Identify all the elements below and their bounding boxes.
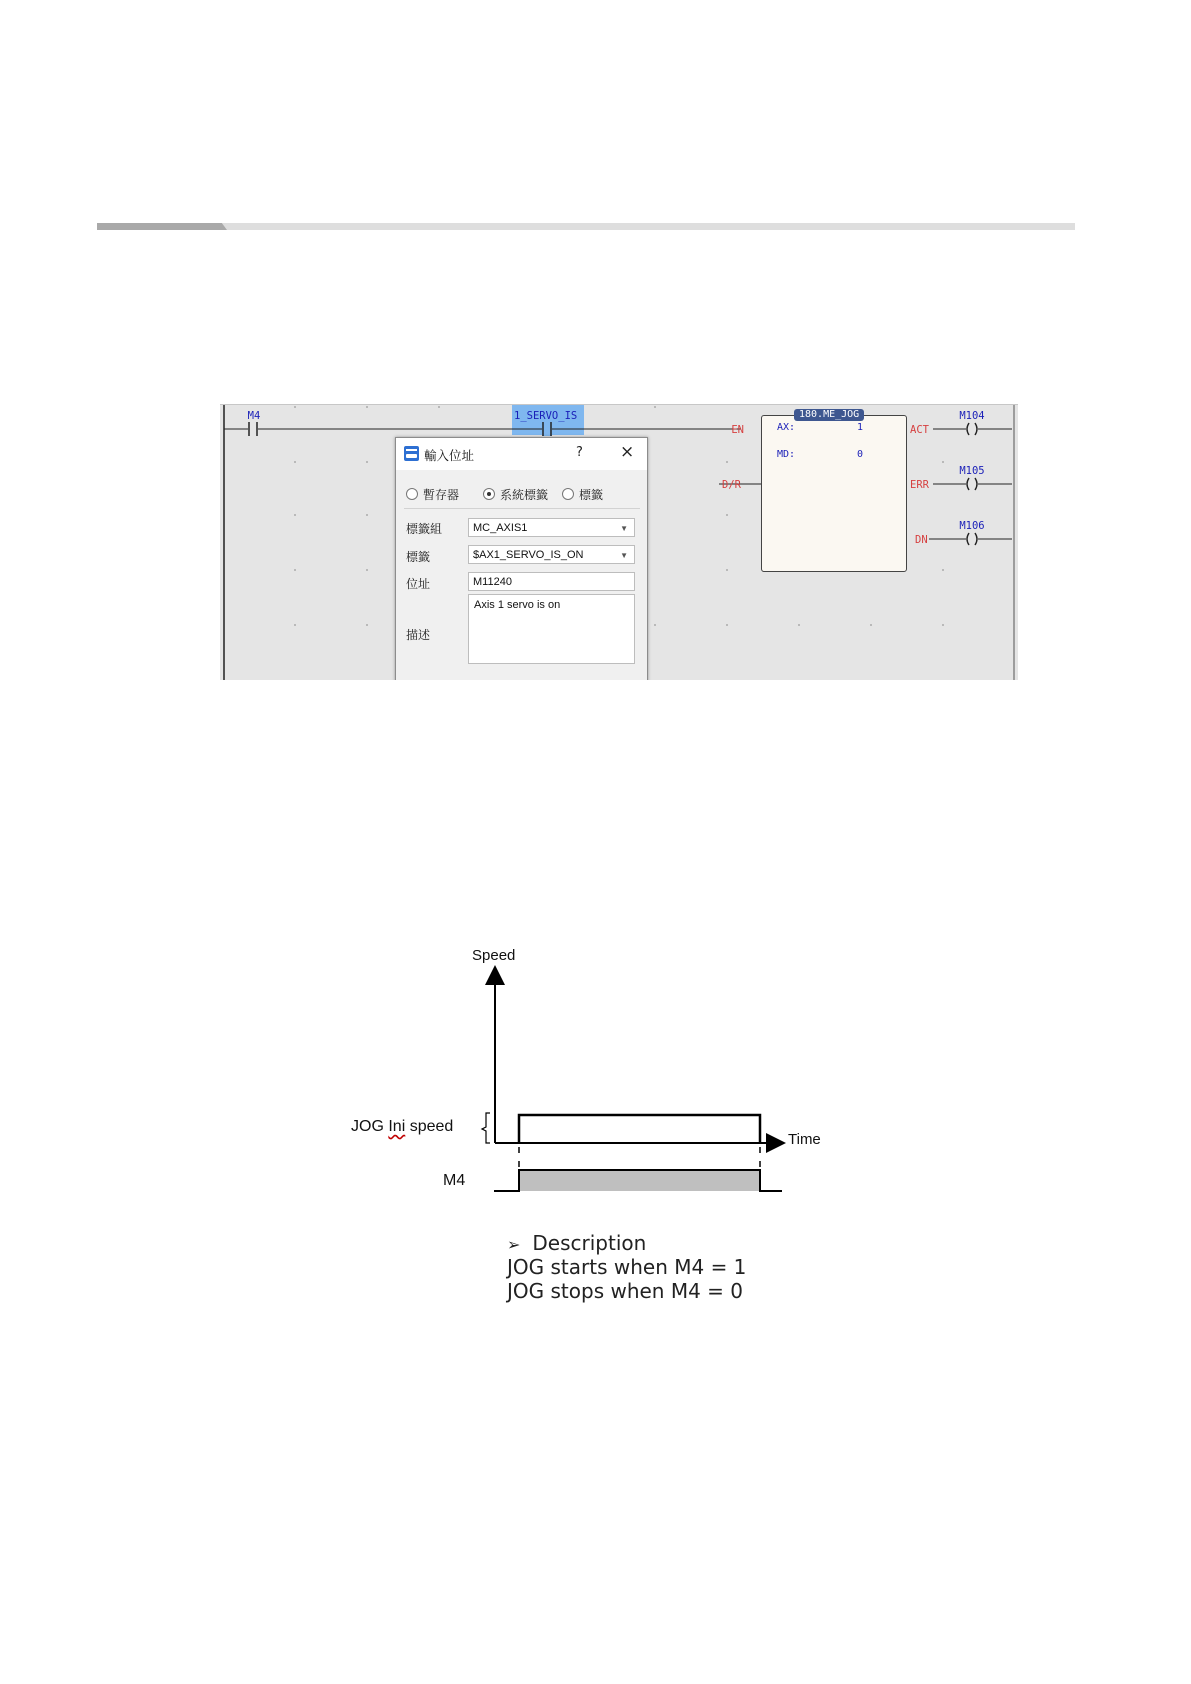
jog-ini-speed-ini: Ini bbox=[388, 1118, 406, 1135]
description-value: Axis 1 servo is on bbox=[474, 599, 561, 611]
chevron-down-icon: ▼ bbox=[620, 551, 628, 560]
description-line-start: JOG starts when M4 = 1 bbox=[507, 1255, 747, 1279]
address-value: M11240 bbox=[473, 576, 512, 588]
speed-profile bbox=[519, 1115, 760, 1143]
fb-output-err: ERR bbox=[910, 479, 929, 491]
jog-ini-speed-post: speed bbox=[405, 1118, 454, 1135]
radio-register-label: 暫存器 bbox=[423, 488, 460, 502]
fb-output-act: ACT bbox=[910, 424, 929, 436]
chevron-down-icon: ▼ bbox=[620, 524, 628, 533]
fb-param-md-key: MD: bbox=[777, 449, 796, 460]
fb-input-en: EN bbox=[731, 424, 744, 436]
fb-param-md-value: 0 bbox=[857, 449, 864, 460]
help-button[interactable]: ? bbox=[576, 445, 583, 460]
contact-m4-label: M4 bbox=[247, 410, 261, 422]
fb-input-dr: D/R bbox=[722, 479, 741, 491]
fb-param-ax-value: 1 bbox=[857, 422, 864, 433]
tag-value: $AX1_SERVO_IS_ON bbox=[473, 549, 584, 561]
jog-ini-speed-pre: JOG bbox=[351, 1118, 389, 1135]
coil-m106-label: M106 bbox=[959, 520, 985, 532]
address-label: 位址 bbox=[406, 577, 431, 591]
speed-axis-label: Speed bbox=[472, 947, 516, 964]
arrow-bullet-icon: ➢ bbox=[507, 1235, 521, 1254]
fb-param-ax-key: AX: bbox=[777, 422, 796, 433]
coil-m105-label: M105 bbox=[959, 465, 985, 477]
dialog-title: 輸入位址 bbox=[424, 448, 475, 463]
ini-speed-bracket bbox=[482, 1113, 490, 1143]
m4-signal-label: M4 bbox=[443, 1172, 466, 1189]
m4-high-fill bbox=[519, 1170, 760, 1191]
tag-group-value: MC_AXIS1 bbox=[473, 522, 528, 534]
coil-m104-label: M104 bbox=[959, 410, 985, 422]
time-axis-label: Time bbox=[788, 1131, 821, 1148]
radio-tag-label: 標籤 bbox=[579, 488, 604, 502]
contact-servo-label: 1_SERVO_IS bbox=[514, 410, 578, 422]
radio-system-tag-label: 系統標籤 bbox=[500, 488, 549, 502]
close-button[interactable]: × bbox=[620, 442, 635, 462]
description-heading bbox=[507, 1231, 646, 1255]
function-block-title: 180.ME_JOG bbox=[794, 409, 864, 421]
description-line-stop: JOG stops when M4 = 0 bbox=[507, 1279, 744, 1303]
description-label: 描述 bbox=[406, 628, 431, 642]
description-heading-text: Description bbox=[532, 1231, 647, 1255]
fb-output-dn: DN bbox=[915, 534, 928, 546]
tag-label: 標籤 bbox=[406, 550, 431, 564]
tag-group-label: 標籤組 bbox=[406, 522, 443, 536]
